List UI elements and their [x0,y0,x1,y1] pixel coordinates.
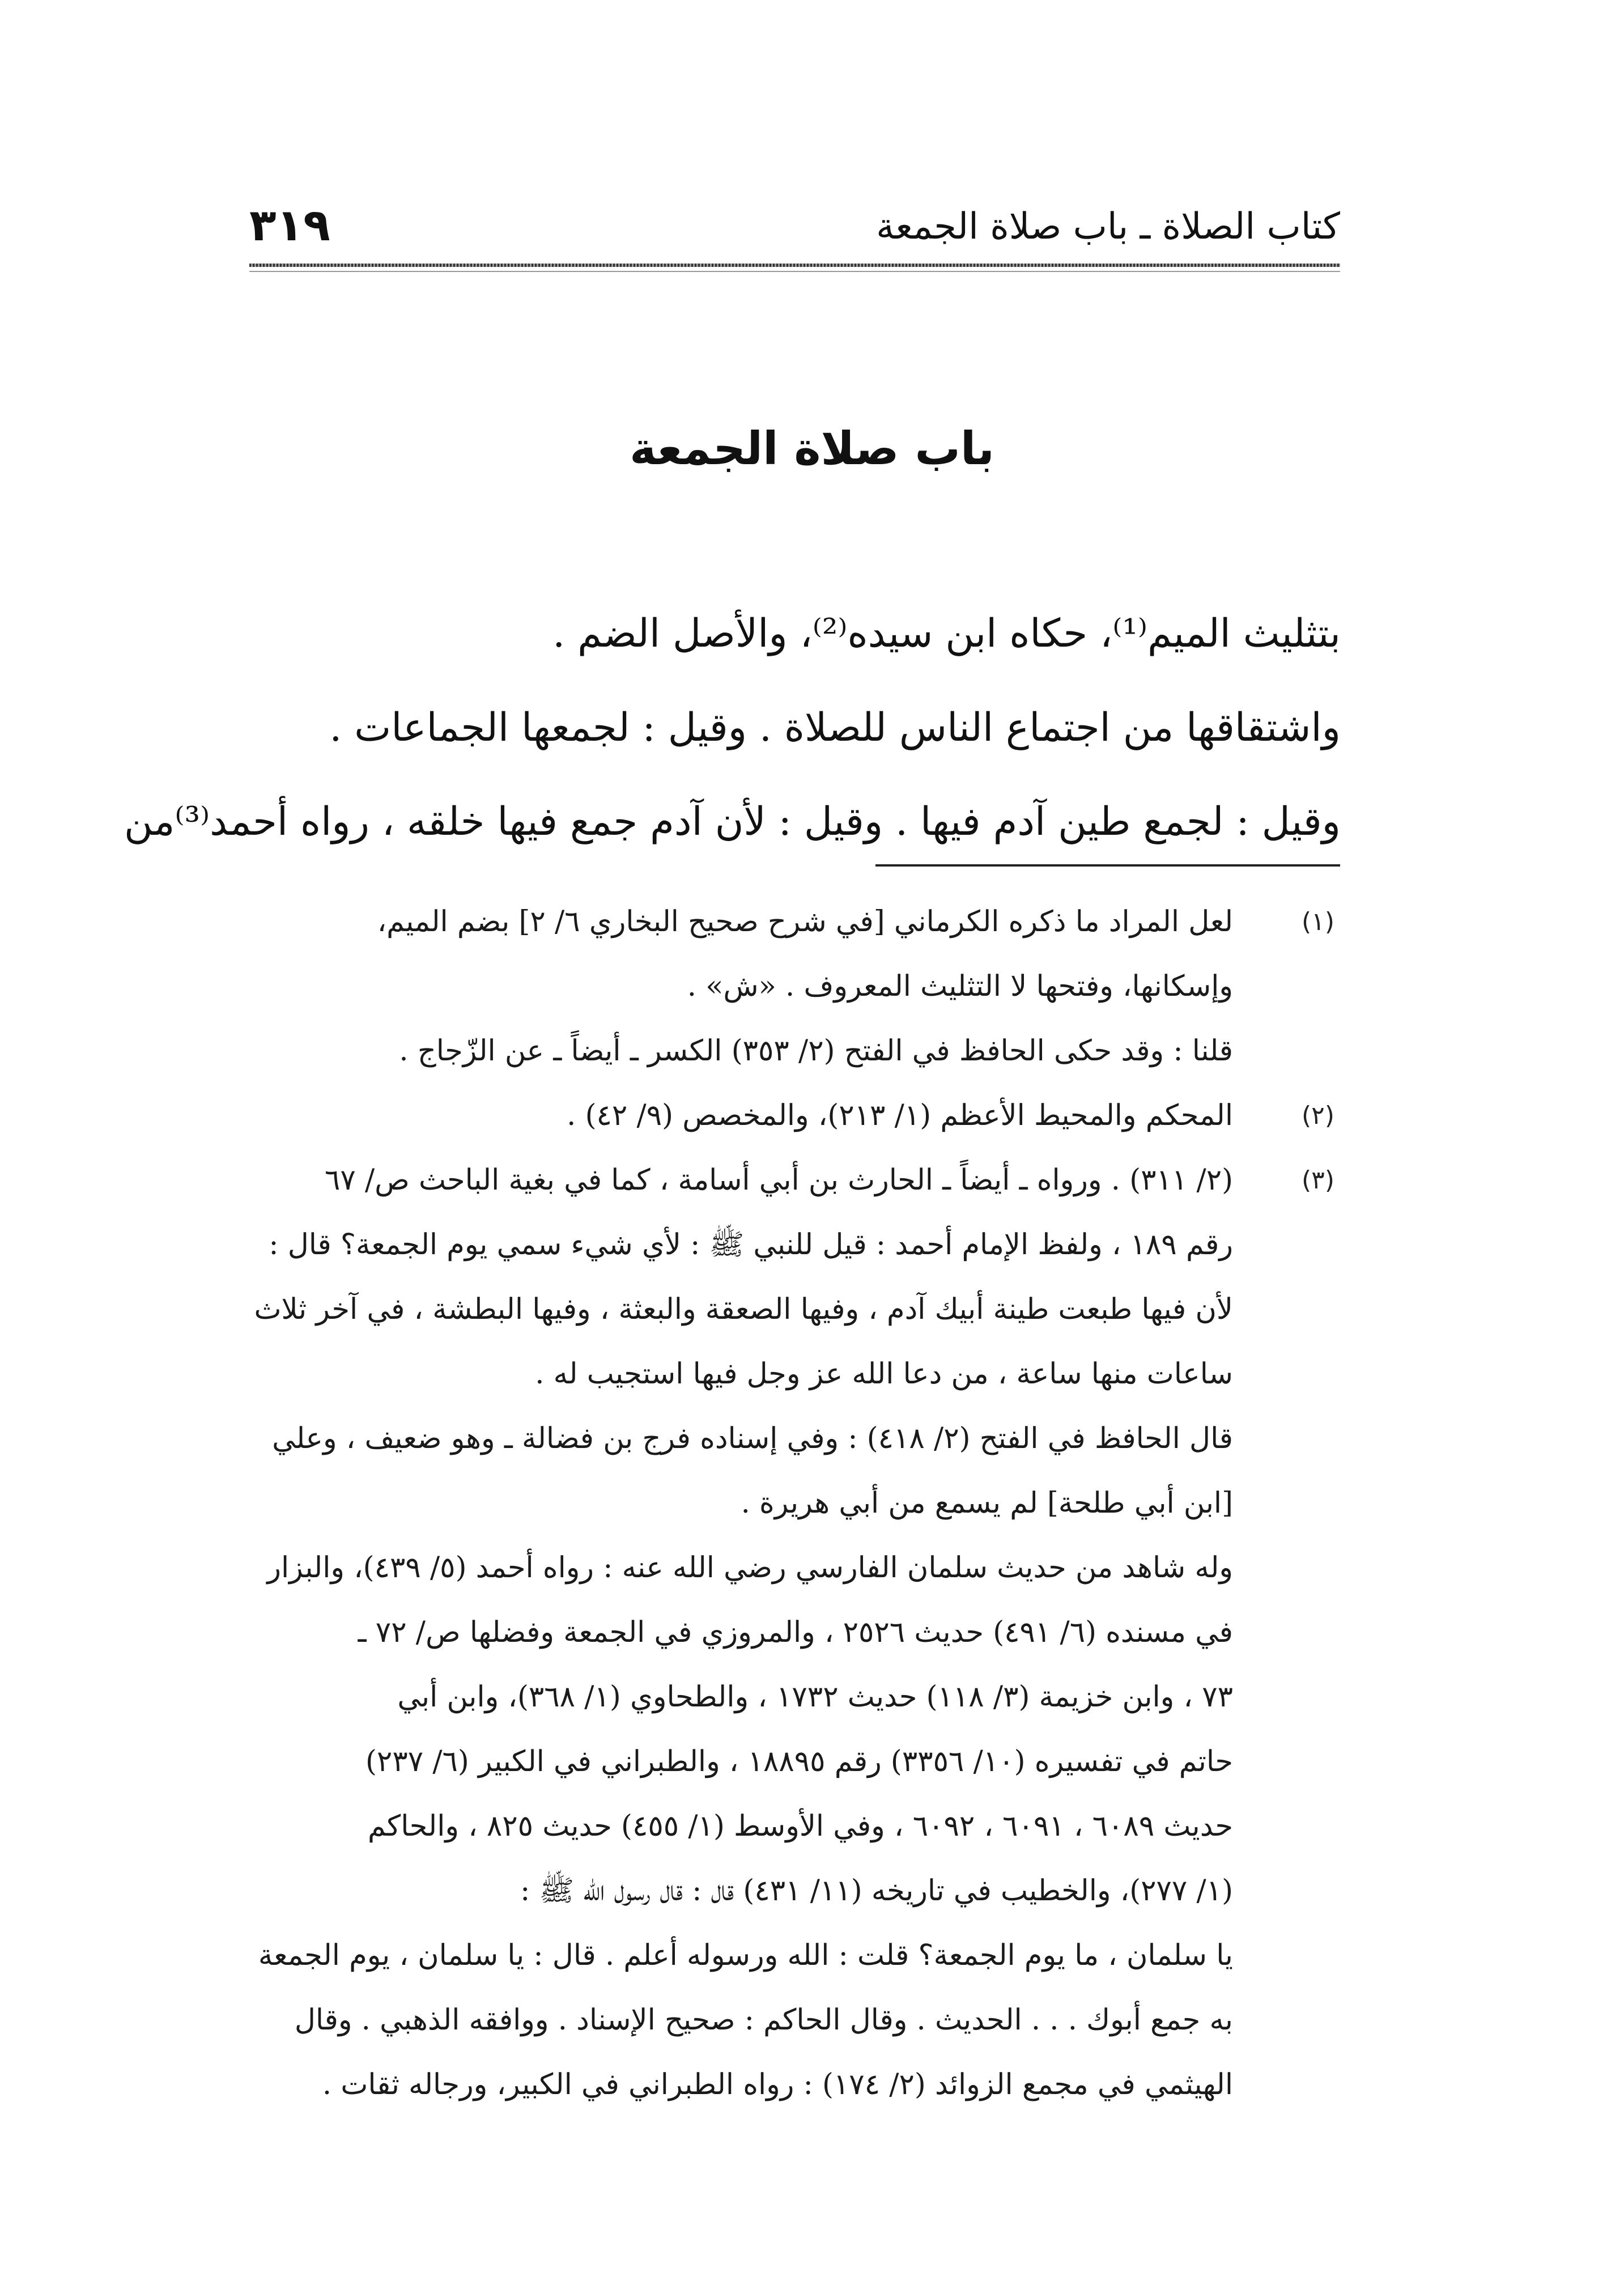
footnote-line: قال الحافظ في الفتح (٢/ ٤١٨) : وفي إسناده فرج بن فضالة ـ وهو ضعيف ، وعلي [272,1422,1233,1455]
chapter-title: باب صلاة الجمعة [630,422,994,475]
main-text [124,587,1341,869]
running-header [249,196,1340,258]
footnote-line: ٧٣ ، وابن خزيمة (٣/ ١١٨) حديث ١٧٣٢ ، والطحاوي (١/ ٣٦٨)، وابن أبي [397,1680,1233,1714]
footnote-line: الهيثمي في مجمع الزوائد (٢/ ١٧٤) : رواه الطبراني في الكبير، ورجاله ثقات . [322,2068,1233,2101]
footnote-number: (٢) [1302,1101,1334,1130]
footnote-line: به جمع أبوك . . . الحديث . وقال الحاكم : صحيح الإسناد . ووافقه الذهبي . وقال [294,2003,1233,2037]
footnote-line: (١/ ٢٧٧)، والخطيب في تاريخه (١١/ ٤٣١) قال : قال رسول الله ﷺ : [520,1874,1233,1908]
footnote-line: لأن فيها طبعت طينة أبيك آدم ، وفيها الصعقة والبعثة ، وفيها البطشة ، في آخر ثلاث [254,1293,1233,1326]
footnotes [230,890,1341,2117]
footnote-line: لعل المراد ما ذكره الكرماني [في شرح صحيح البخاري ٦/ ٢] بضم الميم، [377,905,1233,939]
header-rule [249,264,1340,267]
footnote-2 [230,1084,1341,1148]
footnote-line: المحكم والمحيط الأعظم (١/ ٢١٣)، والمخصص (٩/ ٤٢) . [567,1099,1233,1132]
footnote-separator [875,864,1340,867]
footnote-line: [ابن أبي طلحة] لم يسمع من أبي هريرة . [741,1487,1233,1520]
footnote-line: في مسنده (٦/ ٤٩١) حديث ٢٥٢٦ ، والمروزي في الجمعة وفضلها ص/ ٧٢ ـ [358,1616,1233,1649]
footnote-line: يا سلمان ، ما يوم الجمعة؟ قلت : الله ورسوله أعلم . قال : يا سلمان ، يوم الجمعة [258,1939,1233,1972]
main-text-line: بتثليث الميم⁽¹⁾، حكاه ابن سيده⁽²⁾، والأصل الضم . [552,611,1341,656]
footnote-1 [230,890,1341,1084]
footnote-line: حديث ٦٠٨٩ ، ٦٠٩١ ، ٦٠٩٢ ، وفي الأوسط (١/ ٤٥٥) حديث ٨٢٥ ، والحاكم [367,1810,1233,1843]
footnote-line: حاتم في تفسيره (١٠/ ٣٣٥٦) رقم ١٨٨٩٥ ، والطبراني في الكبير (٦/ ٢٣٧) [365,1745,1233,1778]
footnote-line: قلنا : وقد حكى الحافظ في الفتح (٢/ ٣٥٣) الكسر ـ أيضاً ـ عن الزّجاج . [399,1034,1233,1068]
footnote-3 [230,1148,1341,2117]
footnote-line: رقم ١٨٩ ، ولفظ الإمام أحمد : قيل للنبي ﷺ : لأي شيء سمي يوم الجمعة؟ قال : [269,1228,1233,1262]
footnote-line: وله شاهد من حديث سلمان الفارسي رضي الله عنه : رواه أحمد (٥/ ٤٣٩)، والبزار [267,1551,1233,1585]
header-rule-thin [249,271,1340,272]
footnote-line: ساعات منها ساعة ، من دعا الله عز وجل فيها استجيب له . [535,1357,1233,1391]
page-number: ٣١٩ [249,200,330,251]
footnote-number: (٣) [1302,1166,1334,1195]
main-text-line: وقيل : لجمع طين آدم فيها . وقيل : لأن آدم جمع فيها خلقه ، رواه أحمد⁽³⁾من [124,799,1341,844]
footnote-number: (١) [1302,907,1334,936]
footnote-line: وإسكانها، وفتحها لا التثليث المعروف . «ش» . [687,970,1233,1003]
footnote-line: (٢/ ٣١١) . ورواه ـ أيضاً ـ الحارث بن أبي أسامة ، كما في بغية الباحث ص/ ٦٧ [324,1164,1233,1197]
main-text-line: واشتقاقها من اجتماع الناس للصلاة . وقيل : لجمعها الجماعات . [329,705,1341,750]
running-header-title: كتاب الصلاة ـ باب صلاة الجمعة [876,206,1340,248]
